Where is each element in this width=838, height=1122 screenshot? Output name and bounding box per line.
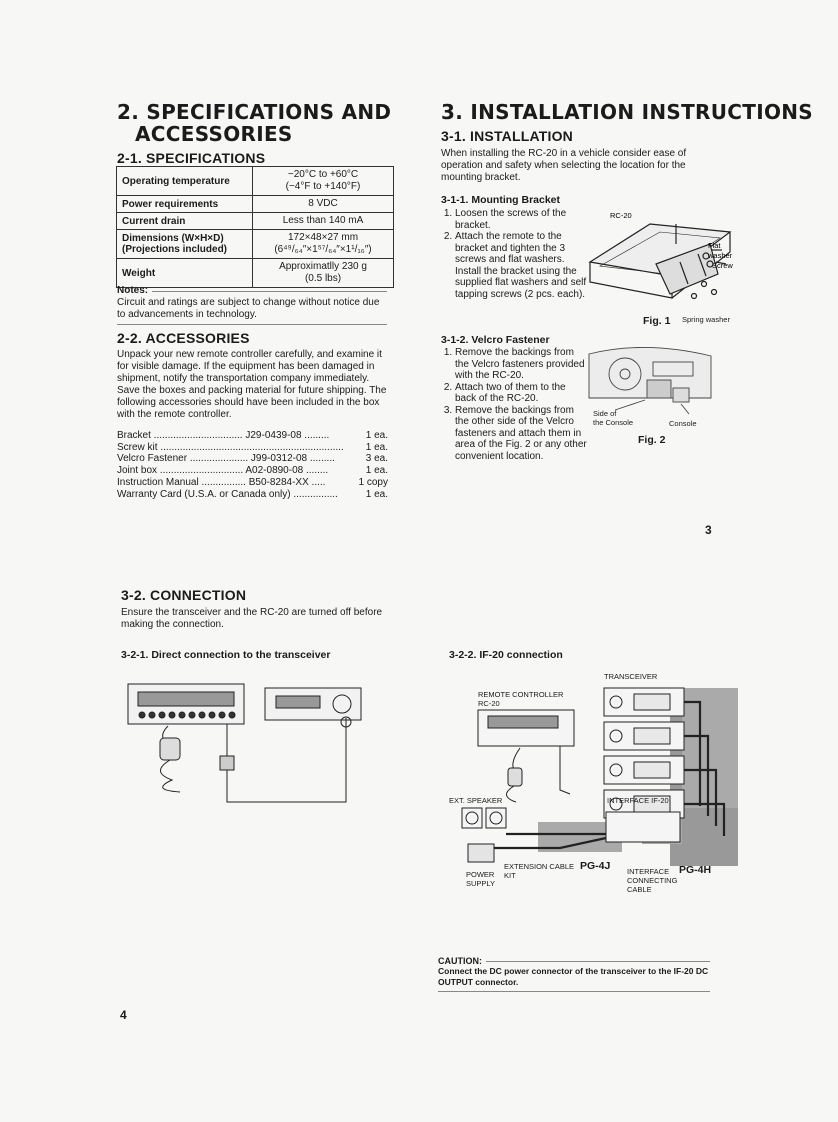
list-item: Bracket ................................ J29-0439-08 ......... 1 ea.: [117, 430, 388, 441]
table-row: Weight Approximatlly 230 g (0.5 lbs): [117, 259, 394, 288]
remote-controller-label: REMOTE CONTROLLER RC-20: [478, 690, 564, 708]
accessories-list: [117, 430, 388, 500]
fig2-caption: Fig. 2: [638, 434, 666, 446]
table-row: Dimensions (W×H×D) (Projections included) 172×48×27 mm (6⁴⁹/₆₄″×1⁵⁷/₆₄″×1¹/₁₆″): [117, 230, 394, 259]
velcro-steps: [441, 347, 589, 462]
pg4j-label: PG-4J: [580, 860, 611, 872]
mounting-bracket-steps: [441, 208, 589, 300]
fig1-mounting-bracket-illustration: [580, 204, 740, 328]
direct-connection-heading: 3-2-1. Direct connection to the transceiver: [121, 649, 331, 661]
section3-title: 3. INSTALLATION INSTRUCTIONS: [441, 100, 814, 124]
table-row: Power requirements 8 VDC: [117, 196, 394, 213]
list-item: Screw kit .................................................................. 1 ea.: [117, 441, 388, 453]
pg4h-label: PG-4H: [679, 864, 712, 876]
list-item: Instruction Manual ................ B50-8284-XX ..... 1 copy: [117, 476, 388, 488]
fig2-console-label: Console: [669, 419, 697, 428]
list-item: 1. Remove the backings from the Velcro fasteners provided with the RC-20.: [455, 347, 589, 382]
fig1-caption: Fig. 1: [643, 315, 671, 327]
mounting-bracket-heading: 3-1-1. Mounting Bracket: [441, 194, 561, 206]
page-number-top: 3: [705, 523, 712, 537]
fig1-spring-washer-label: Spring washer: [682, 315, 730, 324]
caution-box: CAUTION: Connect the DC power connector of the transceiver to the IF-20 DC OUTPUT connector.: [438, 956, 710, 992]
interface-cable-label: INTERFACE CONNECTING CABLE: [627, 867, 678, 894]
list-item: 2. Attach two of them to the back of the RC-20.: [455, 382, 589, 405]
extension-cable-label: EXTENSION CABLE: [504, 862, 575, 871]
velcro-heading: 3-1-2. Velcro Fastener: [441, 334, 550, 346]
direct-connection-diagram: [120, 680, 370, 815]
kit-label: KIT: [504, 871, 516, 880]
list-item: 1. Loosen the screws of the bracket.: [455, 208, 589, 231]
installation-heading: 3-1. INSTALLATION: [441, 128, 573, 144]
list-item: Joint box .............................. A02-0890-08 ........ 1 ea.: [117, 465, 388, 477]
connection-intro: Ensure the transceiver and the RC-20 are turned off before making the connection.: [121, 607, 383, 630]
fig1-washer-label: washer: [708, 251, 733, 260]
if20-connection-heading: 3-2-2. IF-20 connection: [449, 649, 563, 661]
power-supply-label: POWER SUPPLY: [466, 870, 496, 888]
list-item: 3. Remove the backings from the other side of the Velcro fasteners and attach them in area of the Fig. 2 or any other convenient location.: [455, 405, 589, 463]
list-item: Velcro Fastener ..................... J99-0312-08 ......... 3 ea.: [117, 453, 388, 465]
section2-title: 2. SPECIFICATIONS AND ACCESSORIES: [117, 100, 392, 146]
fig1-rc20-label: RC-20: [610, 211, 632, 220]
fig1-screw-label: Screw: [712, 261, 733, 270]
spec-notes: Notes: Circuit and ratings are subject to change without notice due to advancements in technology.: [117, 285, 387, 325]
transceiver-label: TRANSCEIVER: [604, 672, 658, 681]
accessories-intro: Unpack your new remote controller carefully, and examine it for visible damage. If the equipment has been damaged in shipment, notify the transportation company immediately. Save the boxes and packing material for future shipping. The following accessories should have been included in the box with the remote controller.: [117, 349, 387, 420]
page-number-bottom: 4: [120, 1008, 127, 1022]
spec-table: [116, 166, 394, 288]
table-row: Operating temperature −20°C to +60°C (−4°F to +140°F): [117, 167, 394, 196]
fig1-flat-label: Flat: [708, 241, 721, 250]
table-row: Current drain Less than 140 mA: [117, 213, 394, 230]
ext-speaker-label: EXT. SPEAKER: [449, 796, 503, 805]
interface-if20-label: INTERFACE IF-20: [607, 796, 669, 805]
accessories-heading: 2-2. ACCESSORIES: [117, 330, 250, 346]
fig2-side-label: Side of the Console: [593, 409, 634, 427]
list-item: 2. Attach the remote to the bracket and tighten the 3 screws and flat washers. Install the bracket using the supplied flat washers and self tapping screws (2 pcs. each).: [455, 231, 589, 300]
spec-heading: 2-1. SPECIFICATIONS: [117, 150, 266, 166]
list-item: Warranty Card (U.S.A. or Canada only) ................ 1 ea.: [117, 488, 388, 500]
installation-intro: When installing the RC-20 in a vehicle consider ease of operation and safety when selecting the location for the mounting bracket.: [441, 148, 687, 183]
connection-heading: 3-2. CONNECTION: [121, 587, 247, 603]
